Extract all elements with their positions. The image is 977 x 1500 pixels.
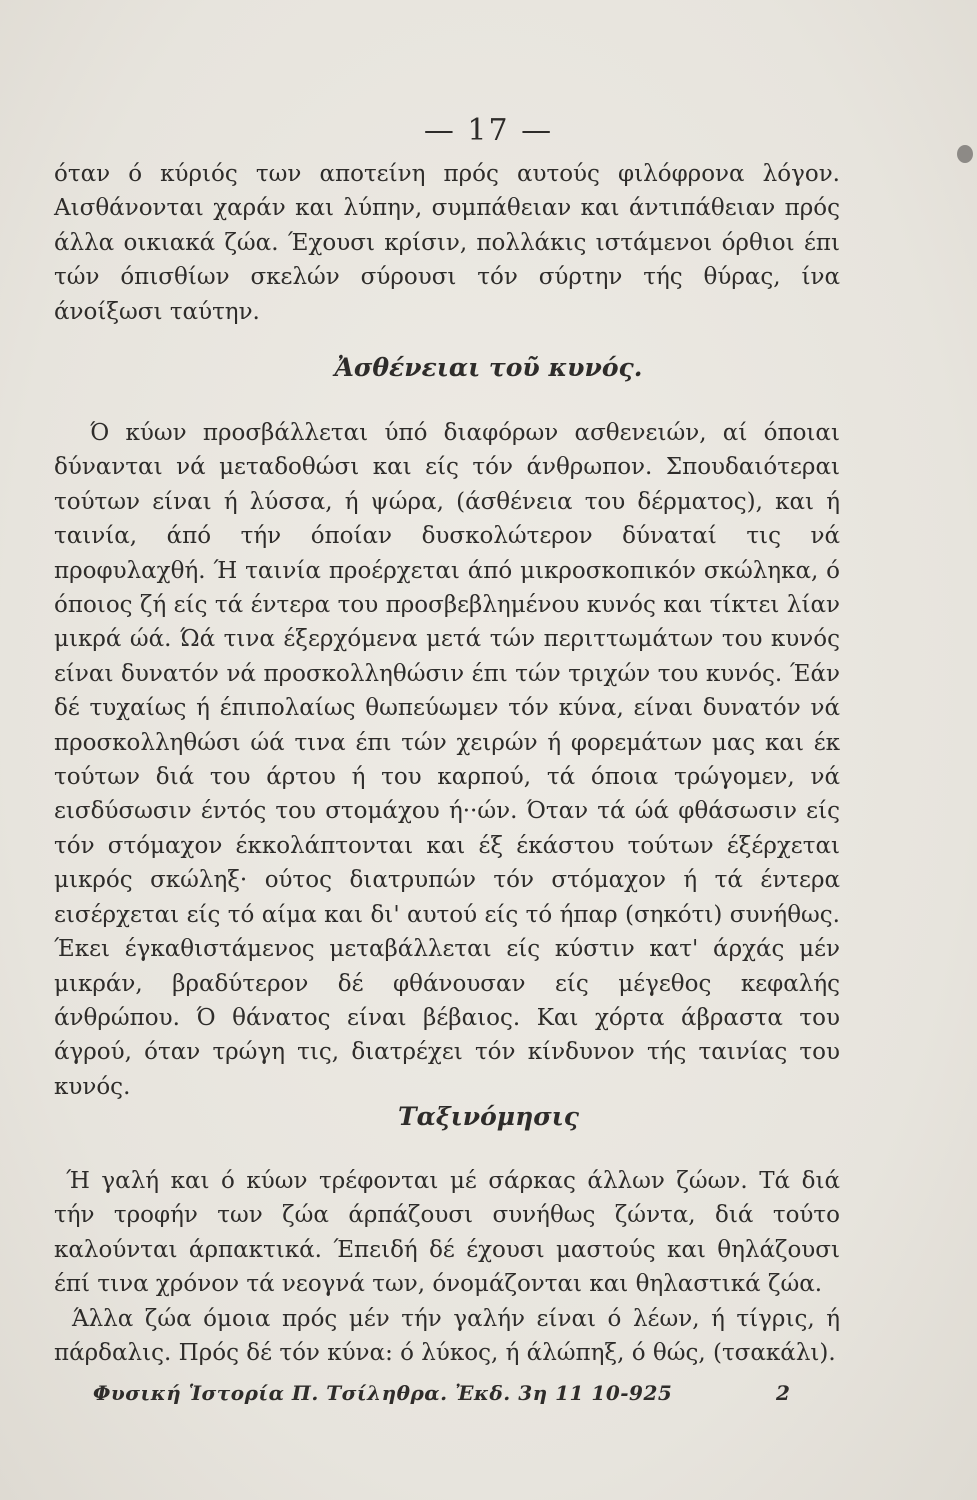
section-heading-diseases: Ἀσθένειαι τοῦ κυνός. — [334, 353, 643, 382]
paragraph-2: Ό κύων προσβάλλεται ύπό διαφόρων ασθενειών, αί όποιαι δύνανται νά μεταδοθώσι και είς τόν άνθρωπον. Σπουδαιότεραι τούτων είναι ή λύσσα, ή ψώρα, (άσθένεια του δέρματος), και ή ταινία, άπό τήν όποίαν δυσκολώτερον δύναταί τις νά προφυλαχθή. Ή ταινία προέρχεται άπό μικροσκοπικόν σκώληκα, ό όποιος ζή είς τά έντερα του προσβεβλημένου κυνός και τίκτει λίαν μικρά ώά. Ώά τινα έξερχόμενα μετά τών περιττωμάτων του κυνός είναι δυνατόν νά προσκολληθώσιν έπι τών τριχών του κυνός. Έάν δέ τυχαίως ή έπιπολαίως θωπεύωμεν τόν κύνα, είναι δυνατόν νά προσκολληθώσι ώά τινα έπι τών χειρών ή φορεμάτων μας και έκ τούτων διά του άρτου ή του καρπού, τά όποια τρώγομεν, νά εισδύσωσιν έντός του στομάχου ή··ών. Όταν τά ώά φθάσωσιν είς τόν στόμαχον έκκολάπτονται και έξ έκάστου τούτων έξέρχεται μικρός σκώληξ· ούτος διατρυπών τόν στόμαχον ή τά έντερα εισέρχεται είς τό αίμα και δι' αυτού είς τό ήπαρ (σηκότι) συνήθως. Έκει έγκαθιστάμενος μεταβάλλεται είς κύστιν κατ' άρχάς μέν μικράν, βραδύτερον δέ φθάνουσαν είς μέγεθος κεφαλής άνθρώπου. Ό θάνατος είναι βέβαιος. Και χόρτα άβραστα του άγρού, όταν τρώγη τις, διατρέχει τόν κίνδυνον τής ταινίας του κυνός. — [54, 420, 840, 1100]
signature-mark: 2 — [776, 1381, 790, 1405]
section-heading-classification: Ταξινόμησις — [398, 1102, 579, 1131]
ink-spot — [957, 145, 973, 163]
paragraph-4: Άλλα ζώα όμοια πρός μέν τήν γαλήν είναι ό λέων, ή τίγρις, ή πάρδαλις. Πρός δέ τόν κύνα: ό λύκος, ή άλώπηξ, ό θώς, (τσακάλι). — [54, 1306, 840, 1367]
paragraph-3: Ή γαλή και ό κύων τρέφονται μέ σάρκας άλλων ζώων. Τά διά τήν τροφήν των ζώα άρπάζουσι συνήθως ζώντα, διά τούτο καλούνται άρπακτικά. Έπειδή δέ έχουσι μαστούς και θηλάζουσι έπί τινα χρόνον τά νεογνά των, όνομάζονται και θηλαστικά ζώα. — [54, 1168, 840, 1298]
page-number: — 17 — — [423, 113, 554, 148]
footer-imprint: Φυσική Ἱστορία Π. Τσίληθρα. Ἐκδ. 3η 11 10-925 — [93, 1381, 673, 1405]
paragraph-1: όταν ό κύριός των αποτείνη πρός αυτούς φιλόφρονα λόγον. Αισθάνονται χαράν και λύπην, συμπάθειαν και άντιπάθειαν πρός άλλα οικιακά ζώα. Έχουσι κρίσιν, πολλάκις ιστάμενοι όρθιοι έπι τών όπισθίων σκελών σύρουσι τόν σύρτην τής θύρας, ίνα άνοίξωσι ταύτην. — [54, 161, 840, 325]
